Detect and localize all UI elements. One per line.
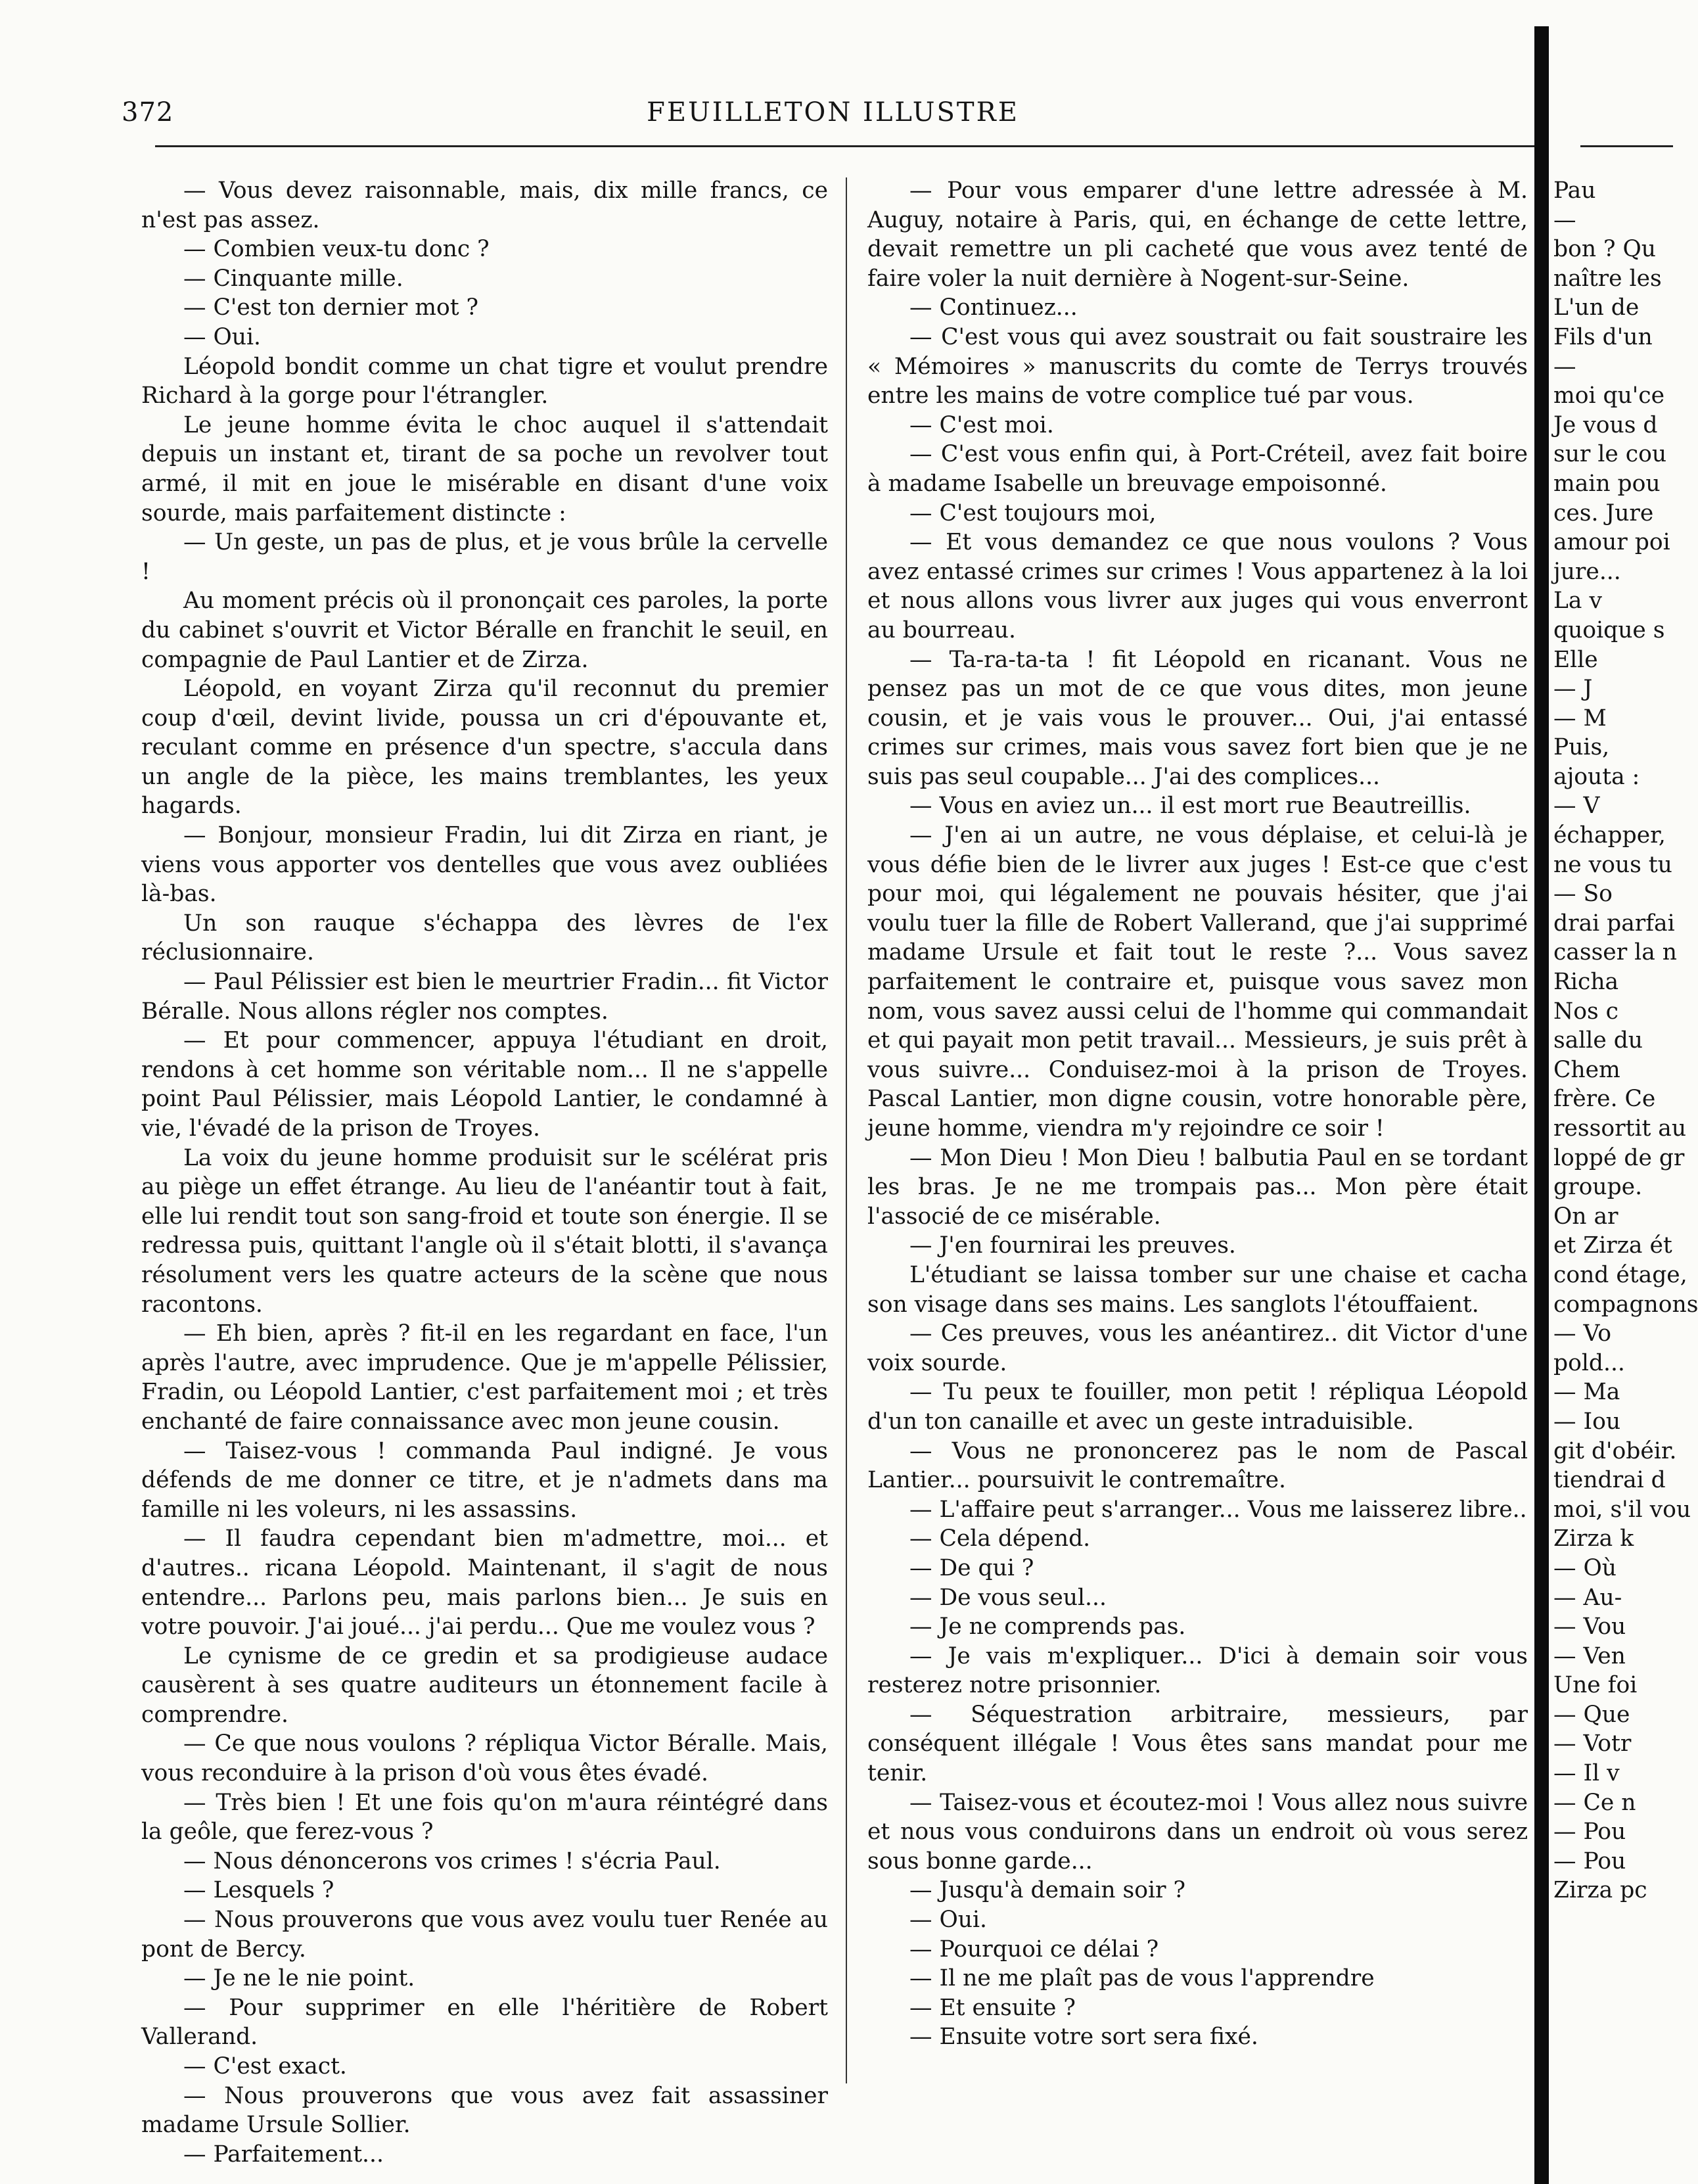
paragraph: casser la n [1553, 939, 1677, 966]
column-separator [846, 177, 847, 2083]
paragraph: — Taisez-vous et écoutez-moi ! Vous allez nous suivre et nous vous conduirons dans un endroit où vous serez sous bonne garde... [867, 1789, 1528, 1874]
paragraph: — Tu peux te fouiller, mon petit ! répliqua Léopold d'un ton canaille et avec un geste intraduisible. [867, 1379, 1528, 1435]
paragraph: — J'en ai un autre, ne vous déplaise, et celui-là je vous défie bien de le livrer aux juges ! Est-ce que c'est pour moi, qui légalement ne pouvais hésiter, que j'ai voulu tuer la fille de Robert Vallerand, que j'ai supprimé madame Ursule et fait tout le reste ?... Vous savez parfaitement le contraire et, puisque vous savez mon nom, vous savez aussi celui de l'homme qui commandait et qui payait mon petit travail... Messieurs, je suis prêt à vous suivre... Conduisez-moi à la prison de Troyes. Pascal Lantier, mon digne cousin, votre honorable père, jeune homme, viendra m'y rejoindre ce soir ! [867, 822, 1528, 1142]
paragraph: — Cinquante mille. [183, 265, 403, 292]
paragraph: — Cela dépend. [909, 1525, 1091, 1552]
paragraph: — C'est vous enfin qui, à Port-Créteil, avez fait boire à madame Isabelle un breuvage empoisonné. [867, 441, 1528, 497]
paragraph: sur le cou [1553, 441, 1667, 468]
paragraph: — Pour supprimer en elle l'héritière de Robert Vallerand. [141, 1994, 828, 2051]
paragraph: — Nous prouverons que vous avez voulu tuer Renée au pont de Bercy. [141, 1907, 828, 1963]
paragraph: — Vou [1553, 1614, 1626, 1640]
paragraph: Fils d'un [1553, 323, 1653, 350]
paragraph: — V [1553, 793, 1600, 820]
page-header [122, 97, 1544, 130]
paragraph: — Un geste, un pas de plus, et je vous brûle la cervelle ! [141, 529, 828, 585]
paragraph: — Eh bien, après ? fit-il en les regardant en face, l'un après l'autre, avec imprudence. Que je m'appelle Pélissier, Fradin, ou Léopold Lantier, c'est parfaitement moi ; et très enchanté de faire connaissance avec mon jeune cousin. [141, 1320, 828, 1435]
paragraph: Chem [1553, 1056, 1620, 1083]
paragraph: Nos c [1553, 998, 1618, 1025]
paragraph: — Pourquoi ce délai ? [909, 1936, 1159, 1963]
paragraph: — Ma [1553, 1379, 1620, 1406]
paragraph: — Où [1553, 1554, 1617, 1581]
paragraph: — Pou [1553, 1847, 1626, 1874]
paragraph: — Bonjour, monsieur Fradin, lui dit Zirza en riant, je viens vous apporter vos dentelles que vous avez oubliées là-bas. [141, 822, 828, 908]
paragraph: — Et pour commencer, appuya l'étudiant en droit, rendons à cet homme son véritable nom... Il ne s'appelle point Paul Pélissier, mais Léopold Lantier, le condamné à vie, l'évadé de la prison de Troyes. [141, 1027, 828, 1142]
paragraph: — [1553, 206, 1576, 233]
paragraph: — Paul Pélissier est bien le meurtrier Fradin... fit Victor Béralle. Nous allons régler nos comptes. [141, 969, 828, 1025]
paragraph: — L'affaire peut s'arranger... Vous me laisserez libre.. [909, 1496, 1527, 1523]
paragraph: — Pour vous emparer d'une lettre adressée à M. Auguy, notaire à Paris, qui, en échange de cette lettre, devait remettre un pli cacheté que vous avez tenté de faire voler la nuit dernière à Nogent-sur-Seine. [867, 177, 1528, 292]
paragraph: naître les [1553, 265, 1662, 292]
paragraph: — C'est toujours moi, [909, 500, 1157, 526]
paragraph: — C'est exact. [183, 2053, 347, 2079]
paragraph: L'étudiant se laissa tomber sur une chaise et cacha son visage dans ses mains. Les sanglots l'étouffaient. [867, 1261, 1528, 1318]
paragraph: — Et vous demandez ce que nous voulons ? Vous avez entassé crimes sur crimes ! Vous appartenez à la loi et nous allons vous livrer aux juges qui vous enverront au bourreau. [867, 529, 1528, 643]
paragraph: — Ce que nous voulons ? répliqua Victor Béralle. Mais, vous reconduire à la prison d'où vous êtes évadé. [141, 1731, 828, 1787]
paragraph: — Oui. [183, 323, 261, 350]
paragraph: — Votr [1553, 1731, 1632, 1757]
paragraph: La v [1553, 588, 1602, 615]
paragraph: — C'est ton dernier mot ? [183, 294, 479, 321]
paragraph: — Ven [1553, 1642, 1626, 1669]
paragraph: bon ? Qu [1553, 236, 1657, 263]
paragraph: compagnons [1553, 1291, 1698, 1318]
paragraph: pold... [1553, 1349, 1625, 1376]
paragraph: moi qu'ce [1553, 383, 1665, 409]
paragraph: — Taisez-vous ! commanda Paul indigné. Je vous défends de me donner ce titre, et je n'admets dans ma famille ni les voleurs, ni les assassins. [141, 1437, 828, 1523]
paragraph: main pou [1553, 470, 1661, 497]
paragraph: — Ce n [1553, 1789, 1636, 1816]
paragraph: On ar [1553, 1203, 1618, 1230]
paragraph: — Ces preuves, vous les anéantirez.. dit Victor d'une voix sourde. [867, 1320, 1528, 1376]
paragraph: jure... [1553, 558, 1621, 585]
paragraph: Une foi [1553, 1672, 1638, 1699]
paragraph: — Iou [1553, 1408, 1621, 1435]
paragraph: — Je vais m'expliquer... D'ici à demain soir vous resterez notre prisonnier. [867, 1642, 1528, 1699]
paragraph: — M [1553, 705, 1607, 732]
paragraph: — Parfaitement... [183, 2141, 384, 2168]
paragraph: tiendrai d [1553, 1467, 1666, 1494]
paragraph: — Pou [1553, 1819, 1626, 1846]
paragraph: — Il v [1553, 1760, 1620, 1787]
paragraph: salle du [1553, 1027, 1643, 1054]
running-title: FEUILLETON ILLUSTRE [647, 97, 1019, 128]
paragraph: La voix du jeune homme produisit sur le scélérat pris au piège un effet étrange. Au lieu de l'anéantir tout à fait, elle lui rendit tout son sang-froid et toute son énergie. Il se redressa puis, quittant l'angle où il s'était blotti, il s'avança résolument vers les quatre acteurs de la scène que nous racontons. [141, 1144, 828, 1318]
paragraph: drai parfai [1553, 910, 1675, 937]
binding-shadow [1534, 26, 1549, 2184]
paragraph: — Nous dénoncerons vos crimes ! s'écria Paul. [183, 1847, 721, 1874]
paragraph: L'un de [1553, 294, 1640, 321]
paragraph: Je vous d [1553, 411, 1658, 438]
paragraph: — De qui ? [909, 1554, 1034, 1581]
paragraph: — Que [1553, 1701, 1630, 1728]
paragraph: — C'est vous qui avez soustrait ou fait soustraire les « Mémoires » manuscrits du comte de Terrys trouvés entre les mains de votre complice tué par vous. [867, 323, 1528, 409]
paragraph: — So [1553, 881, 1613, 908]
paragraph: ressortit au [1553, 1115, 1687, 1142]
paragraph: — Lesquels ? [183, 1877, 334, 1904]
paragraph: — Vous ne prononcerez pas le nom de Pascal Lantier... poursuivit le contremaître. [867, 1437, 1528, 1494]
paragraph: — J'en fournirai les preuves. [909, 1232, 1236, 1259]
paragraph: cond étage, [1553, 1261, 1687, 1288]
paragraph: — J [1553, 676, 1593, 703]
paragraph: quoique s [1553, 616, 1665, 643]
paragraph: Au moment précis où il prononçait ces paroles, la porte du cabinet s'ouvrit et Victor Béralle en franchit le seuil, en compagnie de Paul Lantier et de Zirza. [141, 588, 828, 673]
paragraph: Le cynisme de ce gredin et sa prodigieuse audace causèrent à ses quatre auditeurs un étonnement facile à comprendre. [141, 1642, 828, 1728]
paragraph: Puis, [1553, 734, 1610, 761]
paragraph: groupe. [1553, 1174, 1643, 1201]
paragraph: — Oui. [909, 1907, 987, 1934]
paragraph: — Au- [1553, 1584, 1622, 1611]
left-column [141, 176, 828, 2169]
paragraph: — Vous en aviez un... il est mort rue Beautreillis. [909, 793, 1471, 820]
paragraph: loppé de gr [1553, 1144, 1685, 1171]
paragraph: — Séquestration arbitraire, messieurs, par conséquent illégale ! Vous êtes sans mandat pour me tenir. [867, 1701, 1528, 1787]
paragraph: — Je ne le nie point. [183, 1965, 415, 1992]
paragraph: — Ta-ra-ta-ta ! fit Léopold en ricanant. Vous ne pensez pas un mot de ce que vous dites, mon jeune cousin, et je vais vous le prouver... Oui, j'ai entassé crimes sur crimes, mais vous savez fort bien que je ne suis pas seul coupable... J'ai des complices... [867, 646, 1528, 790]
page-number: 372 [122, 97, 174, 128]
paragraph: — Vo [1553, 1320, 1611, 1347]
paragraph: ajouta : [1553, 763, 1640, 790]
paragraph: — Combien veux-tu donc ? [183, 236, 490, 263]
paragraph: amour poi [1553, 529, 1670, 556]
header-rule-right [1580, 145, 1673, 147]
paragraph: — Jusqu'à demain soir ? [909, 1877, 1186, 1904]
paragraph: moi, s'il vou [1553, 1496, 1691, 1523]
paragraph: Léopold, en voyant Zirza qu'il reconnut du premier coup d'œil, devint livide, poussa un cri d'épouvante et, reculant comme en présence d'un spectre, s'accula dans un angle de la pièce, les mains tremblantes, les yeux hagards. [141, 676, 828, 820]
header-rule [155, 145, 1544, 147]
paragraph: ne vous tu [1553, 851, 1672, 878]
paragraph: — [1553, 353, 1576, 380]
paragraph: Le jeune homme évita le choc auquel il s'attendait depuis un instant et, tirant de sa poche un revolver tout armé, il mit en joue le misérable en disant d'une voix sourde, mais parfaitement distincte : [141, 411, 828, 526]
paragraph: — Très bien ! Et une fois qu'on m'aura réintégré dans la geôle, que ferez-vous ? [141, 1789, 828, 1846]
paragraph: ces. Jure [1553, 500, 1654, 526]
paragraph: frère. Ce [1553, 1086, 1656, 1113]
paragraph: Elle [1553, 646, 1598, 673]
paragraph: et Zirza ét [1553, 1232, 1672, 1259]
paragraph: — Ensuite votre sort sera fixé. [909, 2024, 1258, 2051]
paragraph: — Continuez... [909, 294, 1078, 321]
right-column-fragment [1553, 176, 1698, 1905]
paragraph: — C'est moi. [909, 411, 1054, 438]
paragraph: — Vous devez raisonnable, mais, dix mille francs, ce n'est pas assez. [141, 177, 828, 233]
paragraph: — De vous seul... [909, 1584, 1107, 1611]
paragraph: Un son rauque s'échappa des lèvres de l'ex réclusionnaire. [141, 910, 828, 966]
paragraph: git d'obéir. [1553, 1437, 1677, 1464]
paragraph: Zirza k [1553, 1525, 1634, 1552]
middle-column [867, 176, 1528, 2052]
paragraph: — Je ne comprends pas. [909, 1614, 1186, 1640]
paragraph: Pau [1553, 177, 1596, 204]
paragraph: — Mon Dieu ! Mon Dieu ! balbutia Paul en se tordant les bras. Je ne me trompais pas... Mon père était l'associé de ce misérable. [867, 1144, 1528, 1230]
paragraph: Zirza pc [1553, 1877, 1647, 1904]
paragraph: échapper, [1553, 822, 1666, 849]
paragraph: — Nous prouverons que vous avez fait assassiner madame Ursule Sollier. [141, 2082, 828, 2139]
paragraph: — Il faudra cependant bien m'admettre, moi... et d'autres.. ricana Léopold. Maintenant, il s'agit de nous entendre... Parlons peu, mais parlons bien... Je suis en votre pouvoir. J'ai joué... j'ai perdu... Que me voulez vous ? [141, 1525, 828, 1640]
paragraph: — Il ne me plaît pas de vous l'apprendre [909, 1965, 1375, 1992]
paragraph: Léopold bondit comme un chat tigre et voulut prendre Richard à la gorge pour l'étrangler. [141, 353, 828, 409]
paragraph: Richa [1553, 969, 1619, 996]
paragraph: — Et ensuite ? [909, 1994, 1076, 2021]
